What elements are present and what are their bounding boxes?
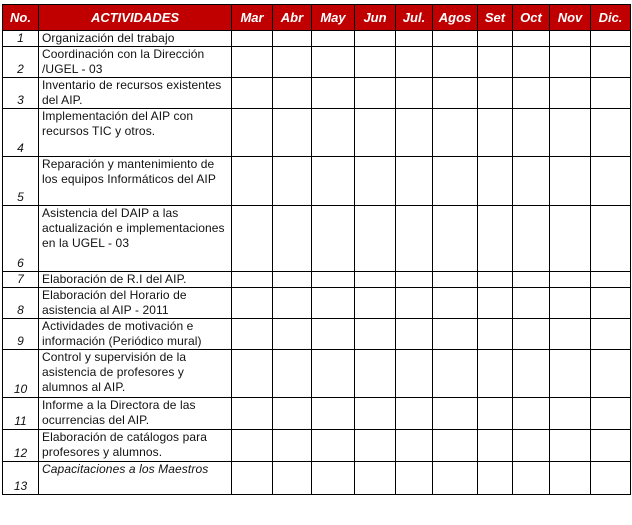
month-cell — [312, 206, 355, 272]
month-cell — [232, 47, 273, 78]
row-number: 8 — [3, 288, 39, 319]
month-cell — [478, 288, 513, 319]
month-cell — [312, 157, 355, 206]
month-cell — [273, 31, 312, 47]
month-cell — [513, 462, 550, 495]
month-cell — [550, 319, 591, 350]
activity-cell: Reparación y mantenimiento de los equipos Informáticos del AIP — [39, 157, 232, 206]
month-cell — [550, 157, 591, 206]
month-cell — [478, 206, 513, 272]
activity-cell: Asistencia del DAIP a las actualización e implementaciones en la UGEL - 03 — [39, 206, 232, 272]
row-number: 5 — [3, 157, 39, 206]
month-cell — [433, 319, 478, 350]
month-cell — [513, 31, 550, 47]
month-cell — [273, 206, 312, 272]
month-cell — [513, 319, 550, 350]
month-cell — [433, 157, 478, 206]
table-row — [3, 47, 631, 78]
month-cell — [478, 31, 513, 47]
row-number: 1 — [3, 31, 39, 47]
month-cell — [355, 272, 396, 288]
header-month-oct: Oct — [513, 5, 550, 31]
activities-schedule — [2, 4, 631, 495]
row-number: 9 — [3, 319, 39, 350]
month-cell — [433, 109, 478, 157]
table-row — [3, 350, 631, 398]
header-month-mar: Mar — [232, 5, 273, 31]
month-cell — [591, 288, 631, 319]
month-cell — [550, 78, 591, 109]
month-cell — [396, 319, 433, 350]
month-cell — [312, 288, 355, 319]
month-cell — [396, 272, 433, 288]
month-cell — [396, 430, 433, 462]
month-cell — [232, 462, 273, 495]
month-cell — [396, 462, 433, 495]
month-cell — [396, 109, 433, 157]
month-cell — [273, 78, 312, 109]
month-cell — [513, 206, 550, 272]
month-cell — [312, 47, 355, 78]
month-cell — [273, 109, 312, 157]
activity-cell: Organización del trabajo — [39, 31, 232, 47]
month-cell — [355, 350, 396, 398]
month-cell — [591, 430, 631, 462]
month-cell — [396, 47, 433, 78]
month-cell — [396, 157, 433, 206]
header-month-jul: Jul. — [396, 5, 433, 31]
activity-cell: Elaboración del Horario de asistencia al AIP - 2011 — [39, 288, 232, 319]
month-cell — [312, 350, 355, 398]
month-cell — [591, 272, 631, 288]
month-cell — [513, 78, 550, 109]
month-cell — [550, 430, 591, 462]
month-cell — [550, 206, 591, 272]
month-cell — [232, 272, 273, 288]
month-cell — [396, 31, 433, 47]
month-cell — [312, 319, 355, 350]
month-cell — [312, 109, 355, 157]
month-cell — [232, 31, 273, 47]
month-cell — [355, 398, 396, 430]
month-cell — [355, 31, 396, 47]
table-row — [3, 109, 631, 157]
month-cell — [312, 272, 355, 288]
month-cell — [232, 350, 273, 398]
month-cell — [478, 398, 513, 430]
row-number: 4 — [3, 109, 39, 157]
month-cell — [273, 288, 312, 319]
row-number: 11 — [3, 398, 39, 430]
month-cell — [478, 462, 513, 495]
schedule-table — [2, 4, 631, 495]
month-cell — [591, 47, 631, 78]
table-row — [3, 288, 631, 319]
month-cell — [591, 462, 631, 495]
table-row — [3, 319, 631, 350]
month-cell — [591, 206, 631, 272]
activity-cell: Actividades de motivación e información (Periódico mural) — [39, 319, 232, 350]
month-cell — [550, 462, 591, 495]
month-cell — [273, 462, 312, 495]
row-number: 13 — [3, 462, 39, 495]
header-no: No. — [3, 5, 39, 31]
month-cell — [355, 109, 396, 157]
month-cell — [478, 78, 513, 109]
table-row — [3, 78, 631, 109]
month-cell — [312, 78, 355, 109]
table-row — [3, 272, 631, 288]
row-number: 10 — [3, 350, 39, 398]
month-cell — [513, 350, 550, 398]
month-cell — [355, 319, 396, 350]
month-cell — [478, 272, 513, 288]
month-cell — [433, 462, 478, 495]
month-cell — [232, 109, 273, 157]
month-cell — [355, 462, 396, 495]
month-cell — [591, 31, 631, 47]
month-cell — [355, 157, 396, 206]
month-cell — [273, 350, 312, 398]
header-actividades: ACTIVIDADES — [39, 5, 232, 31]
month-cell — [433, 398, 478, 430]
schedule-body — [3, 31, 631, 495]
header-row — [3, 5, 631, 31]
month-cell — [550, 350, 591, 398]
month-cell — [312, 430, 355, 462]
row-number: 6 — [3, 206, 39, 272]
month-cell — [312, 398, 355, 430]
header-month-set: Set — [478, 5, 513, 31]
header-month-may: May — [312, 5, 355, 31]
month-cell — [478, 47, 513, 78]
month-cell — [312, 31, 355, 47]
month-cell — [550, 288, 591, 319]
month-cell — [550, 272, 591, 288]
header-month-abr: Abr — [273, 5, 312, 31]
row-number: 2 — [3, 47, 39, 78]
month-cell — [273, 47, 312, 78]
month-cell — [478, 430, 513, 462]
month-cell — [513, 398, 550, 430]
month-cell — [232, 78, 273, 109]
month-cell — [232, 430, 273, 462]
month-cell — [591, 398, 631, 430]
month-cell — [513, 272, 550, 288]
table-row — [3, 31, 631, 47]
month-cell — [550, 31, 591, 47]
month-cell — [591, 350, 631, 398]
activity-cell: Implementación del AIP con recursos TIC y otros. — [39, 109, 232, 157]
month-cell — [273, 398, 312, 430]
month-cell — [312, 462, 355, 495]
month-cell — [273, 157, 312, 206]
activity-cell: Capacitaciones a los Maestros — [39, 462, 232, 495]
month-cell — [550, 47, 591, 78]
row-number: 7 — [3, 272, 39, 288]
row-number: 12 — [3, 430, 39, 462]
month-cell — [396, 206, 433, 272]
month-cell — [232, 288, 273, 319]
month-cell — [433, 78, 478, 109]
month-cell — [232, 319, 273, 350]
month-cell — [513, 288, 550, 319]
month-cell — [396, 350, 433, 398]
month-cell — [433, 31, 478, 47]
month-cell — [591, 109, 631, 157]
month-cell — [591, 157, 631, 206]
month-cell — [433, 430, 478, 462]
month-cell — [478, 157, 513, 206]
month-cell — [433, 272, 478, 288]
month-cell — [232, 157, 273, 206]
month-cell — [513, 47, 550, 78]
header-month-dic: Dic. — [591, 5, 631, 31]
month-cell — [550, 398, 591, 430]
month-cell — [433, 47, 478, 78]
table-row — [3, 157, 631, 206]
month-cell — [355, 47, 396, 78]
table-row — [3, 430, 631, 462]
activity-cell: Control y supervisión de la asistencia de profesores y alumnos al AIP. — [39, 350, 232, 398]
activity-cell: Inventario de recursos existentes del AIP. — [39, 78, 232, 109]
month-cell — [396, 288, 433, 319]
month-cell — [433, 288, 478, 319]
month-cell — [396, 78, 433, 109]
activity-cell: Coordinación con la Dirección /UGEL - 03 — [39, 47, 232, 78]
month-cell — [232, 398, 273, 430]
table-row — [3, 206, 631, 272]
month-cell — [591, 319, 631, 350]
month-cell — [478, 319, 513, 350]
activity-cell: Elaboración de catálogos para profesores y alumnos. — [39, 430, 232, 462]
table-row — [3, 398, 631, 430]
header-month-nov: Nov — [550, 5, 591, 31]
month-cell — [513, 109, 550, 157]
header-month-agos: Agos — [433, 5, 478, 31]
month-cell — [478, 109, 513, 157]
month-cell — [273, 430, 312, 462]
month-cell — [433, 350, 478, 398]
month-cell — [591, 78, 631, 109]
month-cell — [513, 430, 550, 462]
month-cell — [355, 430, 396, 462]
month-cell — [355, 206, 396, 272]
activity-cell: Elaboración de R.I del AIP. — [39, 272, 232, 288]
month-cell — [355, 78, 396, 109]
month-cell — [396, 398, 433, 430]
month-cell — [433, 206, 478, 272]
month-cell — [550, 109, 591, 157]
month-cell — [273, 272, 312, 288]
month-cell — [273, 319, 312, 350]
month-cell — [232, 206, 273, 272]
month-cell — [355, 288, 396, 319]
month-cell — [513, 157, 550, 206]
activity-cell: Informe a la Directora de las ocurrencias del AIP. — [39, 398, 232, 430]
header-month-jun: Jun — [355, 5, 396, 31]
table-row — [3, 462, 631, 495]
row-number: 3 — [3, 78, 39, 109]
month-cell — [478, 350, 513, 398]
